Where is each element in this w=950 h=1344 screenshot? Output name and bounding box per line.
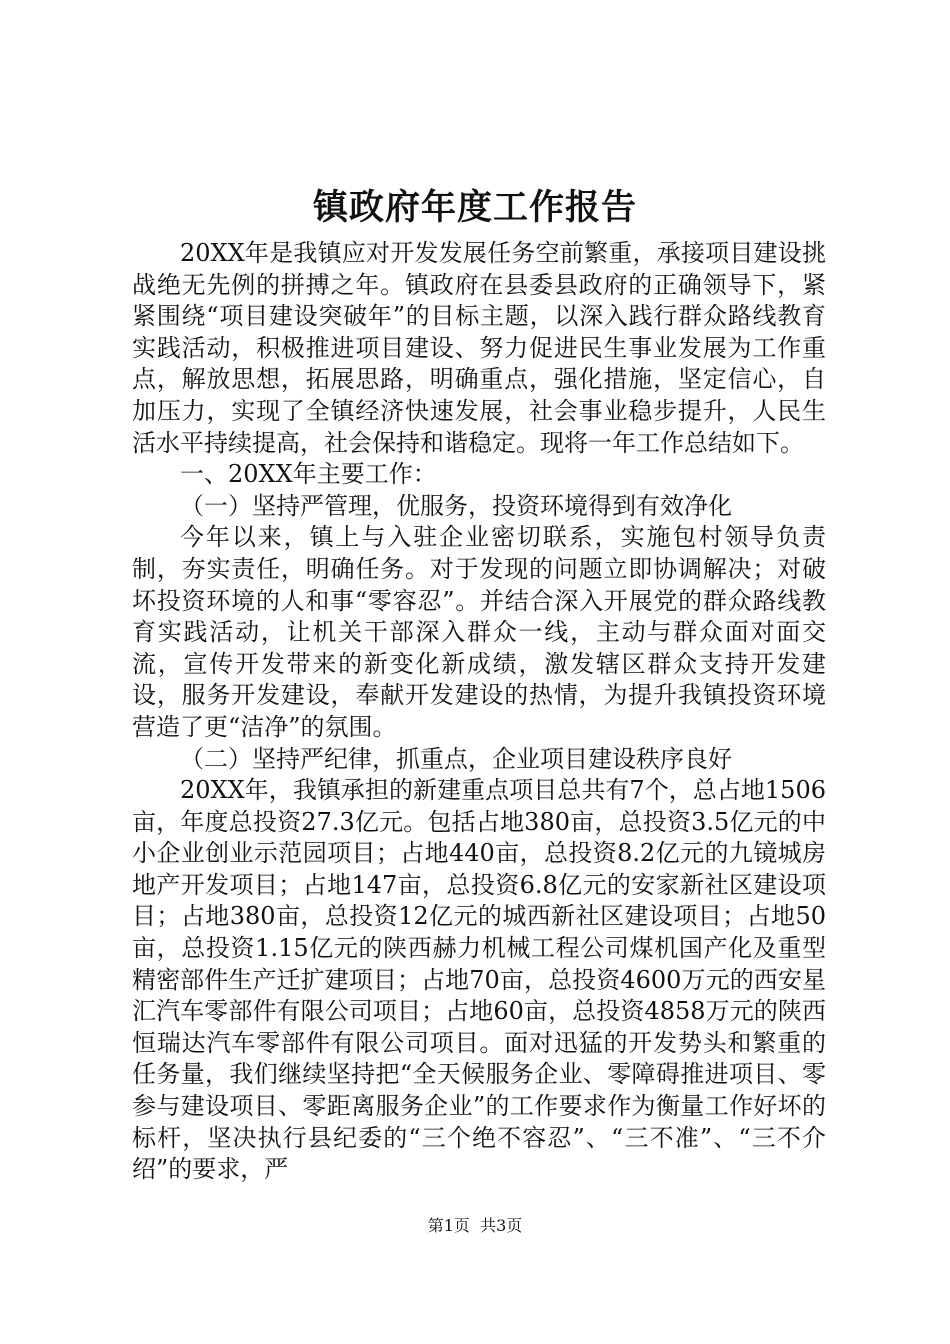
section-heading-main-work: 一、20XX年主要工作：	[180, 460, 437, 489]
subsection-heading-2: （二）坚持严纪律，抓重点，企业项目建设秩序良好	[180, 744, 732, 773]
subsection-heading-1: （一）坚持严管理，优服务，投资环境得到有效净化	[180, 491, 732, 520]
document-title: 镇政府年度工作报告	[312, 187, 637, 228]
page-number-footer: 第1页 共3页	[427, 1216, 523, 1235]
subsection-2-paragraph: 20XX年，我镇承担的新建重点项目总共有7个，总占地1506亩，年度总投资27.3亿元。包括占地380亩，总投资3.5亿元的中小企业创业示范园项目；占地440亩，总投资8.2亿元的九镜城房地产开发项目；占地147亩，总投资6.8亿元的安家新社区建设项目；占地380亩，总投资12亿元的城西新社区建设项目；占地50亩，总投资1.15亿元的陕西赫力机械工程公司煤机国产化及重型精密部件生产迁扩建项目；占地70亩，总投资4600万元的西安星汇汽车零部件有限公司项目；占地60亩，总投资4858万元的陕西恒瑞达汽车零部件有限公司项目。面对迅猛的开发势头和繁重的任务量，我们继续坚持把“全天候服务企业、零障碍推进项目、零参与建设项目、零距离服务企业”的工作要求作为衡量工作好坏的标杆，坚决执行县纪委的“三个绝不容忍”、“三不准”、“三不介绍”的要求，严	[132, 776, 826, 1184]
intro-paragraph: 20XX年是我镇应对开发发展任务空前繁重，承接项目建设挑战绝无先例的拼搏之年。镇政府在县委县政府的正确领导下，紧紧围绕“项目建设突破年”的目标主题，以深入践行群众路线教育实践活动，积极推进项目建设、努力促进民生事业发展为工作重点，解放思想，拓展思路，明确重点，强化措施，坚定信心，自加压力，实现了全镇经济快速发展，社会事业稳步提升，人民生活水平持续提高，社会保持和谐稳定。现将一年工作总结如下。	[132, 239, 826, 457]
document-body	[132, 238, 826, 1186]
subsection-1-paragraph: 今年以来，镇上与入驻企业密切联系，实施包村领导负责制，夯实责任，明确任务。对于发现的问题立即协调解决；对破坏投资环境的人和事“零容忍”。并结合深入开展党的群众路线教育实践活动，让机关干部深入群众一线，主动与群众面对面交流，宣传开发带来的新变化新成绩，激发辖区群众支持开发建设，服务开发建设，奉献开发建设的热情，为提升我镇投资环境营造了更“洁净”的氛围。	[132, 523, 826, 741]
